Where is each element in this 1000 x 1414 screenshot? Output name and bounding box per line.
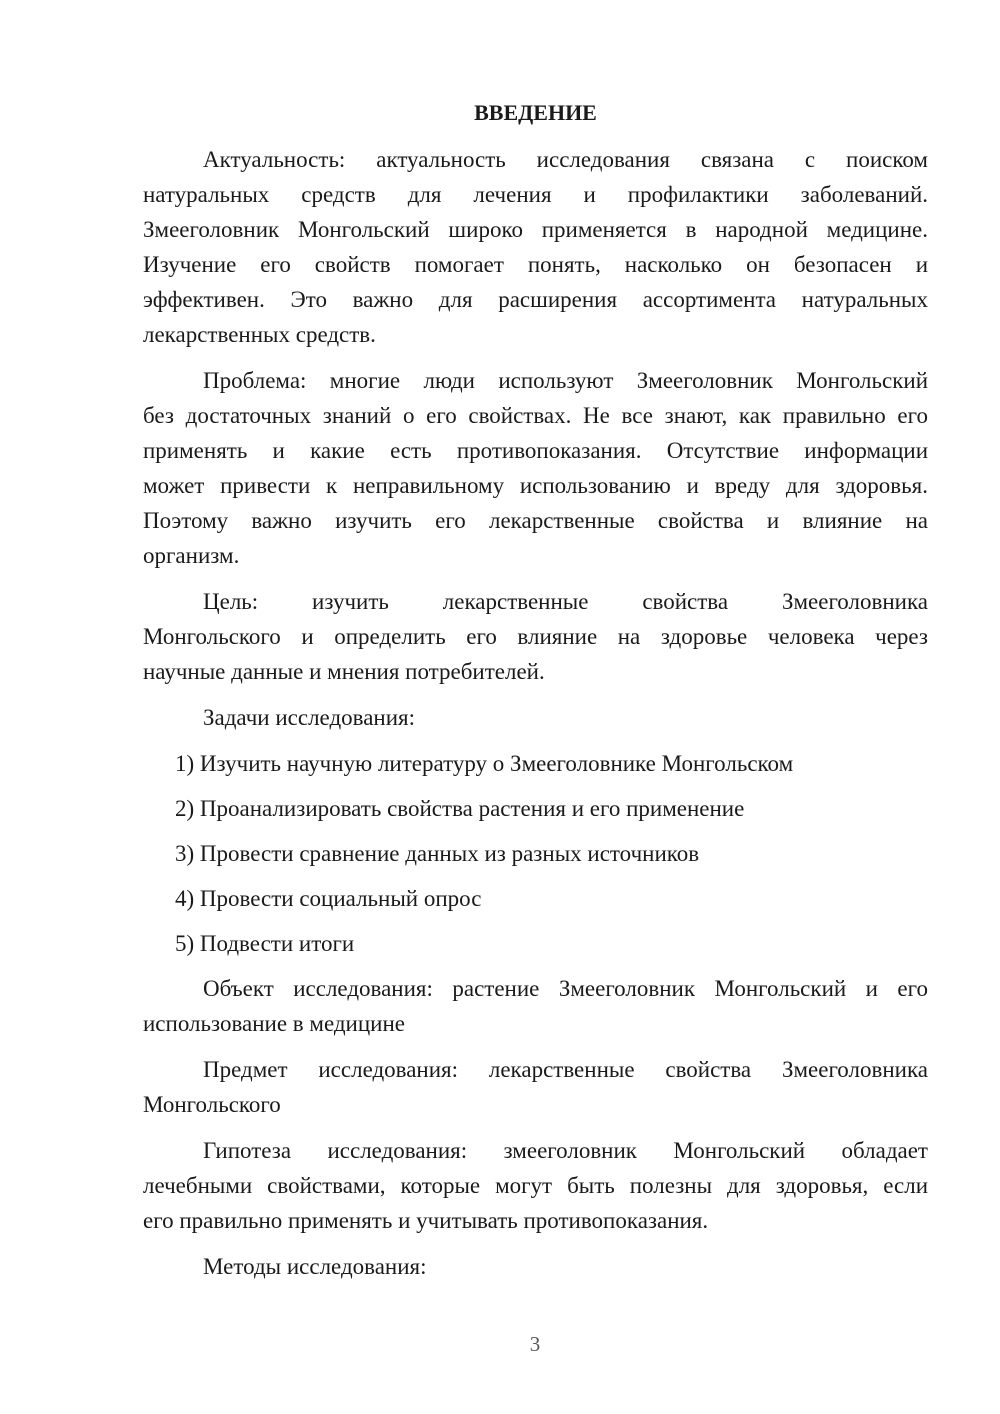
paragraph-line: Объект исследования: растение Змееголовник Монгольский и его <box>203 976 928 1001</box>
task-item: 5) Подвести итоги <box>175 931 355 956</box>
paragraph <box>143 142 928 352</box>
paragraph-line: Змееголовник Монгольский широко применяется в народной медицине. <box>143 217 928 242</box>
paragraph-line: его правильно применять и учитывать противопоказания. <box>143 1208 709 1233</box>
paragraph <box>143 363 928 573</box>
paragraph-line: Предмет исследования: лекарственные свойства Змееголовника <box>203 1057 928 1082</box>
paragraphs-after <box>143 971 928 1284</box>
paragraph-line: использование в медицине <box>143 1011 405 1036</box>
paragraph-line: натуральных средств для лечения и профилактики заболеваний. <box>143 182 928 207</box>
paragraph <box>143 584 928 689</box>
task-item: 4) Провести социальный опрос <box>175 886 482 911</box>
paragraph <box>143 700 928 735</box>
paragraph-line: Задачи исследования: <box>203 705 416 730</box>
document-page <box>143 95 928 1295</box>
page-number: 3 <box>529 1332 541 1356</box>
paragraph-line: применять и какие есть противопоказания. Отсутствие информации <box>143 438 928 463</box>
paragraph-line: может привести к неправильному использованию и вреду для здоровья. <box>143 473 928 498</box>
tasks-list <box>143 746 928 961</box>
paragraph <box>143 971 928 1041</box>
paragraph <box>143 1052 928 1122</box>
paragraph-line: Гипотеза исследования: змееголовник Монгольский обладает <box>203 1138 928 1163</box>
paragraph-line: без достаточных знаний о его свойствах. Не все знают, как правильно его <box>143 403 928 428</box>
paragraph-line: научные данные и мнения потребителей. <box>143 659 545 684</box>
paragraph-line: Монгольского <box>143 1092 281 1117</box>
paragraph-line: эффективен. Это важно для расширения ассортимента натуральных <box>143 287 928 312</box>
task-item: 2) Проанализировать свойства растения и его применение <box>175 796 745 821</box>
paragraph-line: Поэтому важно изучить его лекарственные свойства и влияние на <box>143 508 928 533</box>
paragraphs-before <box>143 142 928 735</box>
paragraph-line: Изучение его свойств помогает понять, насколько он безопасен и <box>143 252 928 277</box>
paragraph-line: лечебными свойствами, которые могут быть полезны для здоровья, если <box>143 1173 928 1198</box>
paragraph-line: Проблема: многие люди используют Змееголовник Монгольский <box>203 368 928 393</box>
paragraph <box>143 1249 928 1284</box>
paragraph-line: Цель: изучить лекарственные свойства Змееголовника <box>203 589 928 614</box>
paragraph-line: организм. <box>143 543 240 568</box>
task-item: 3) Провести сравнение данных из разных источников <box>175 841 700 866</box>
paragraph-line: Монгольского и определить его влияние на здоровье человека через <box>143 624 928 649</box>
task-item: 1) Изучить научную литературу о Змееголовнике Монгольском <box>175 751 794 776</box>
paragraph-line: Актуальность: актуальность исследования связана с поиском <box>203 147 928 172</box>
paragraph <box>143 1133 928 1238</box>
paragraph-line: Методы исследования: <box>203 1254 427 1279</box>
paragraph-line: лекарственных средств. <box>143 322 376 347</box>
section-title: ВВЕДЕНИЕ <box>474 100 597 125</box>
